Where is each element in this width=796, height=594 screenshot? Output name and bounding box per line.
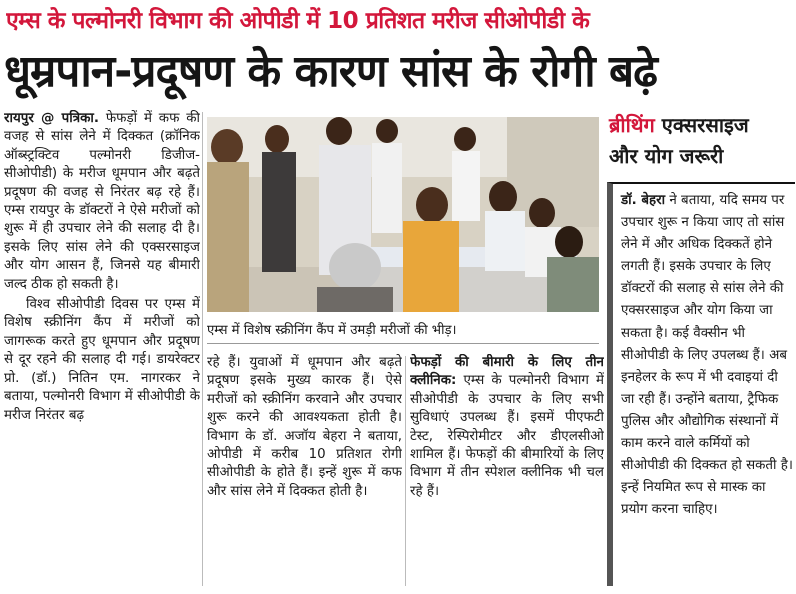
photo-caption: एम्स में विशेष स्क्रीनिंग कैंप में उमड़ी मरीजों की भीड़। [207, 318, 599, 344]
sidebar-title-line-2: और योग जरूरी [609, 144, 724, 168]
paragraph-2: विश्व सीओपीडी दिवस पर एम्स में विशेष स्क्रीनिंग कैंप में मरीजों को जागरूक करते हुए धूमपान और प्रदूषण से दूर रहने की सलाह दी गई। डायरेक्टर प्रो. (डॉ.) नितिन एम. नागरकर ने बताया, पल्मोनरी विभाग में सीओपीडी के मरीज निरंतर बढ़ [4, 297, 200, 423]
article-column-3 [410, 354, 604, 586]
article-column-1 [4, 110, 200, 586]
sidebar-body [607, 182, 795, 586]
paragraph-1-text: फेफड़ों में कफ की वजह से सांस लेने में दिक्कत (क्रॉनिक ऑब्स्ट्रक्टिव पल्मोनरी डिजीज- सीओपीडी) के मरीज धूमपान और बढ़ते प्रदूषण की वजह से निरंतर बढ़ रहे हैं। एम्स रायपुर के डॉक्टरों ने ऐसे मरीजों को शुरू में ही उपचार लेने की सलाह दी है। इसके लिए सांस लेने की एक्सरसाइज और योग आसन हैं, जिनसे यह बीमारी जल्द ठीक हो सकती है। [4, 111, 200, 292]
column-divider-2 [405, 356, 406, 586]
column-2-text: रहे हैं। युवाओं में धूमपान और बढ़ते प्रदूषण इसके मुख्य कारक हैं। ऐसे मरीजों को स्क्रीनिंग करवाने और उपचार शुरू करने की आवश्यकता होती है। विभाग के डॉ. अजॉय बेहरा ने बताया, ओपीडी में करीब 10 प्रतिशत रोगी सीओपीडी के होते हैं। इन्हें शुरू में कफ और सांस लेने में दिक्कत होती है। [207, 355, 402, 499]
subhead-three-clinics: फेफड़ों की बीमारी के लिए तीन क्लीनिक: [410, 355, 604, 389]
photo-illustration [207, 117, 599, 312]
sidebar-box [607, 110, 795, 594]
main-headline: धूम्रपान-प्रदूषण के कारण सांस के रोगी बढ़े [4, 46, 657, 97]
sidebar-title-accent: ब्रीथिंग [609, 113, 655, 137]
article-column-2 [207, 354, 402, 586]
news-photo [207, 117, 599, 312]
sidebar-title [607, 110, 795, 180]
dateline: रायपुर @ पत्रिका. [4, 111, 99, 126]
sidebar-text: ने बताया, यदि समय पर उपचार शुरू न किया जाए तो सांस लेने में और अधिक दिक्कतें होने लगती हैं। इसके उपचार के लिए डॉक्टरों की सलाह से सांस लेने की एक्सरसाइज और योग किया जा सकता है। कई वैक्सीन भी सीओपीडी के लिए उपलब्ध हैं। अब इनहेलर के रूप में भी दवाइयां दी जा रही हैं। उन्होंने बताया, ट्रैफिक पुलिस और औद्योगिक संस्थानों में काम करने वाले कर्मियों को सीओपीडी की दिक्कत हो सकती है। इन्हें नियमित रूप से मास्क का प्रयोग करना चाहिए। [621, 193, 793, 518]
kicker-headline: एम्स के पल्मोनरी विभाग की ओपीडी में 10 प्रतिशत मरीज सीओपीडी के [6, 8, 590, 34]
paragraph-1 [4, 110, 200, 294]
column-divider [202, 112, 203, 586]
column-3-text-block [410, 354, 604, 501]
column-3-text: एम्स के पल्मोनरी विभाग में सीओपीडी के उपचार के लिए सभी सुविधाएं उपलब्ध हैं। इसमें पीएफटी टेस्ट, रेस्पिरोमीटर और डीएलसीओ शामिल हैं। फेफड़ों की बीमारियों के लिए विभाग में तीन स्पेशल क्लीनिक भी चल रहे हैं। [410, 373, 604, 499]
sidebar-lead: डॉ. बेहरा [621, 193, 666, 208]
sidebar-title-part: एक्सरसाइज [661, 113, 749, 137]
